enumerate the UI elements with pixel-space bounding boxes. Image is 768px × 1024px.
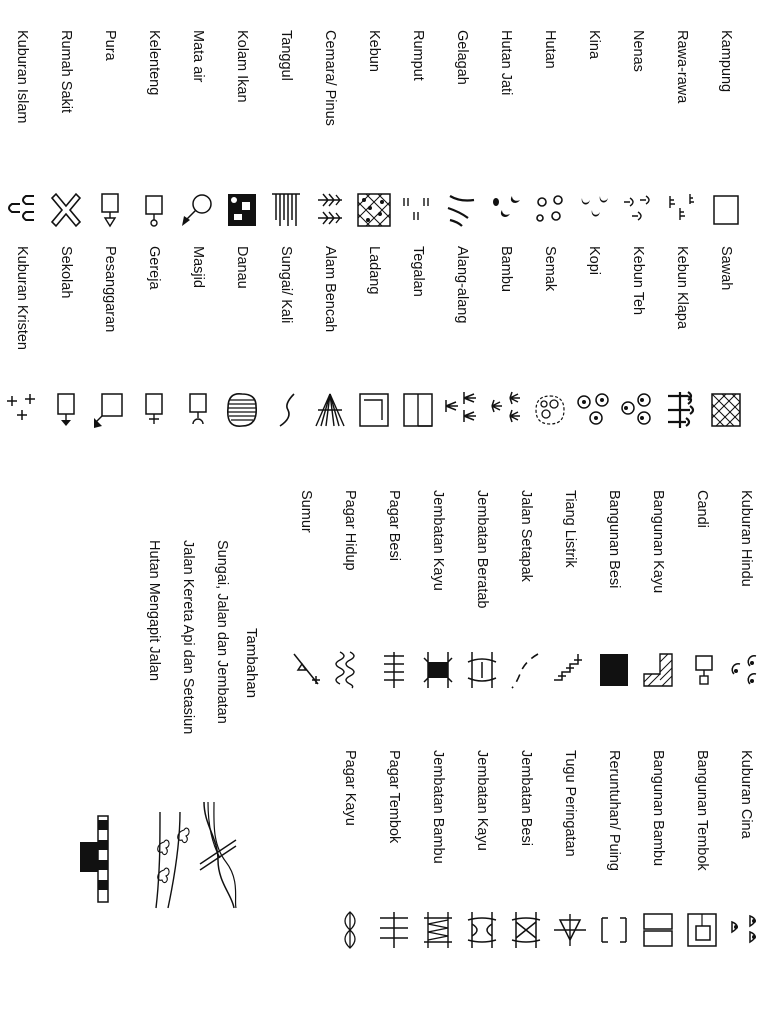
legend-label: Mata air [190, 30, 206, 83]
legend-label: Cemara/ Pinus [322, 30, 338, 126]
legend-label: Jembatan Bambu [430, 750, 446, 864]
legend-row [44, 0, 88, 360]
danau-icon [224, 390, 260, 430]
tegalan-icon [400, 390, 436, 430]
extra-label-sungai: Sungai, Jalan dan Jembatan [214, 540, 230, 724]
alam-bencah-icon [312, 390, 348, 430]
legend-label: Sumur [298, 490, 314, 533]
legend-row [308, 0, 352, 360]
legend-label: Pagar Tembok [386, 750, 402, 844]
bangunan-besi-icon [596, 650, 632, 690]
sekolah-icon [48, 390, 84, 430]
legend-label: Gereja [146, 246, 162, 290]
kuburan-cina-icon [728, 910, 764, 950]
kopi-icon [576, 390, 612, 430]
sawah-icon [708, 390, 744, 430]
legend-label: Kuburan Cina [738, 750, 754, 839]
legend-label: Pagar Kayu [342, 750, 358, 826]
legend-label: Kebun Teh [630, 246, 646, 316]
legend-row [704, 0, 748, 360]
legend-label: Danau [234, 246, 250, 289]
legend-row [528, 0, 572, 360]
legend-label: Pagar Hidup [342, 490, 358, 571]
pesanggaran-icon [92, 390, 128, 430]
pagar-besi-icon [376, 650, 412, 690]
kuburan-kristen-icon [4, 390, 40, 430]
legend-label: Kelenteng [146, 30, 162, 96]
candi-icon [684, 650, 720, 690]
legend-row [440, 0, 484, 360]
legend-label: Bangunan Besi [606, 490, 622, 589]
legend-label: Nenas [630, 30, 646, 72]
tiang-listrik-icon [552, 650, 588, 690]
pagar-tembok-icon [376, 910, 412, 950]
legend-row [264, 0, 308, 360]
alang-alang-icon [444, 390, 480, 430]
legend-label: Candi [694, 490, 710, 528]
legend-label: Alang-alang [454, 246, 470, 324]
legend-label: Pura [102, 30, 118, 61]
legend-label: Tiang Listrik [562, 490, 578, 568]
reruntuhan-icon [596, 910, 632, 950]
semak-icon [532, 390, 568, 430]
legend-label: Bangunan Tembok [694, 750, 710, 871]
jembatan-besi-icon [508, 910, 544, 950]
legend-row [132, 0, 176, 360]
legend-row [176, 0, 220, 360]
legend-label: Jembatan Kayu [474, 750, 490, 851]
legend-label: Bangunan Kayu [650, 490, 666, 594]
legend-label: Sawah [718, 246, 734, 291]
pagar-kayu-icon [332, 910, 368, 950]
legend-row [484, 0, 528, 360]
bangunan-kayu-icon [640, 650, 676, 690]
legend-row [220, 0, 264, 360]
extra-label-kereta: Jalan Kereta Api dan Setasiun [180, 540, 196, 735]
legend-row [660, 0, 704, 360]
legend-row [352, 0, 396, 360]
legend-label: Kuburan Islam [14, 30, 30, 124]
jembatan-bambu-icon [420, 910, 456, 950]
jembatan-kayu-icon [420, 650, 456, 690]
legend-label: Tegalan [410, 246, 426, 297]
bambu-icon [488, 390, 524, 430]
legend-label: Rumah Sakit [58, 30, 74, 114]
ladang-icon [356, 390, 392, 430]
legend-row [88, 0, 132, 360]
jembatan-beratab-icon [464, 650, 500, 690]
legend-row [572, 0, 616, 360]
legend-label: Pagar Besi [386, 490, 402, 561]
legend-label: Reruntuhan/ Puing [606, 750, 622, 871]
legend-label: Bambu [498, 246, 514, 292]
legend-label: Jembatan Besi [518, 750, 534, 846]
jalan-setapak-icon [508, 650, 544, 690]
legend-label: Kuburan Kristen [14, 246, 30, 350]
legend-row [396, 0, 440, 360]
legend-label: Pesanggaran [102, 246, 118, 333]
kuburan-hindu-icon [728, 650, 764, 690]
legend-label: Jembatan Kayu [430, 490, 446, 591]
legend-label: Masjid [190, 246, 206, 288]
gereja-icon [136, 390, 172, 430]
legend-label: Ladang [366, 246, 382, 295]
jembatan-kayu-2-icon [464, 910, 500, 950]
legend-label: Kebun Klapa [674, 246, 690, 330]
legend-label: Jembatan Beratab [474, 490, 490, 609]
legend-label: Bangunan Bambu [650, 750, 666, 867]
legend-label: Kolam Ikan [234, 30, 250, 103]
legend-label: Rumput [410, 30, 426, 81]
legend-label: Kampung [718, 30, 734, 93]
legend-label: Jalan Setapak [518, 490, 534, 582]
bangunan-tembok-icon [684, 910, 720, 950]
legend-label: Kebun [366, 30, 382, 72]
kebun-teh-icon [620, 390, 656, 430]
legend-label: Sungai/ Kali [278, 246, 294, 324]
legend-label: Kopi [586, 246, 602, 276]
legend-row [616, 0, 660, 360]
legend-label: Tugu Peringatan [562, 750, 578, 857]
pagar-hidup-icon [332, 650, 368, 690]
legend-label: Kina [586, 30, 602, 60]
hutan-mengapit-jalan-icon [150, 810, 190, 910]
legend-label: Tanggul [278, 30, 294, 81]
legend-label: Kuburan Hindu [738, 490, 754, 587]
kereta-api-icon [78, 814, 148, 904]
legend-label: Gelagah [454, 30, 470, 85]
legend-label: Rawa-rawa [674, 30, 690, 104]
legend-label: Alam Bencah [322, 246, 338, 333]
extra-label-hutan-jalan: Hutan Mengapit Jalan [146, 540, 162, 682]
sumur-icon [288, 650, 324, 690]
legend-label: Hutan [542, 30, 558, 69]
legend-label: Hutan Jati [498, 30, 514, 96]
masjid-icon [180, 390, 216, 430]
tugu-icon [552, 910, 588, 950]
legend-row [0, 0, 44, 360]
kebun-klapa-icon [664, 390, 700, 430]
extra-title: Tambahan [243, 628, 260, 699]
legend-label: Sekolah [58, 246, 74, 299]
sungai-jalan-jembatan-icon [198, 800, 238, 910]
bangunan-bambu-icon [640, 910, 676, 950]
legend-label: Semak [542, 246, 558, 292]
sungai-icon [268, 390, 304, 430]
